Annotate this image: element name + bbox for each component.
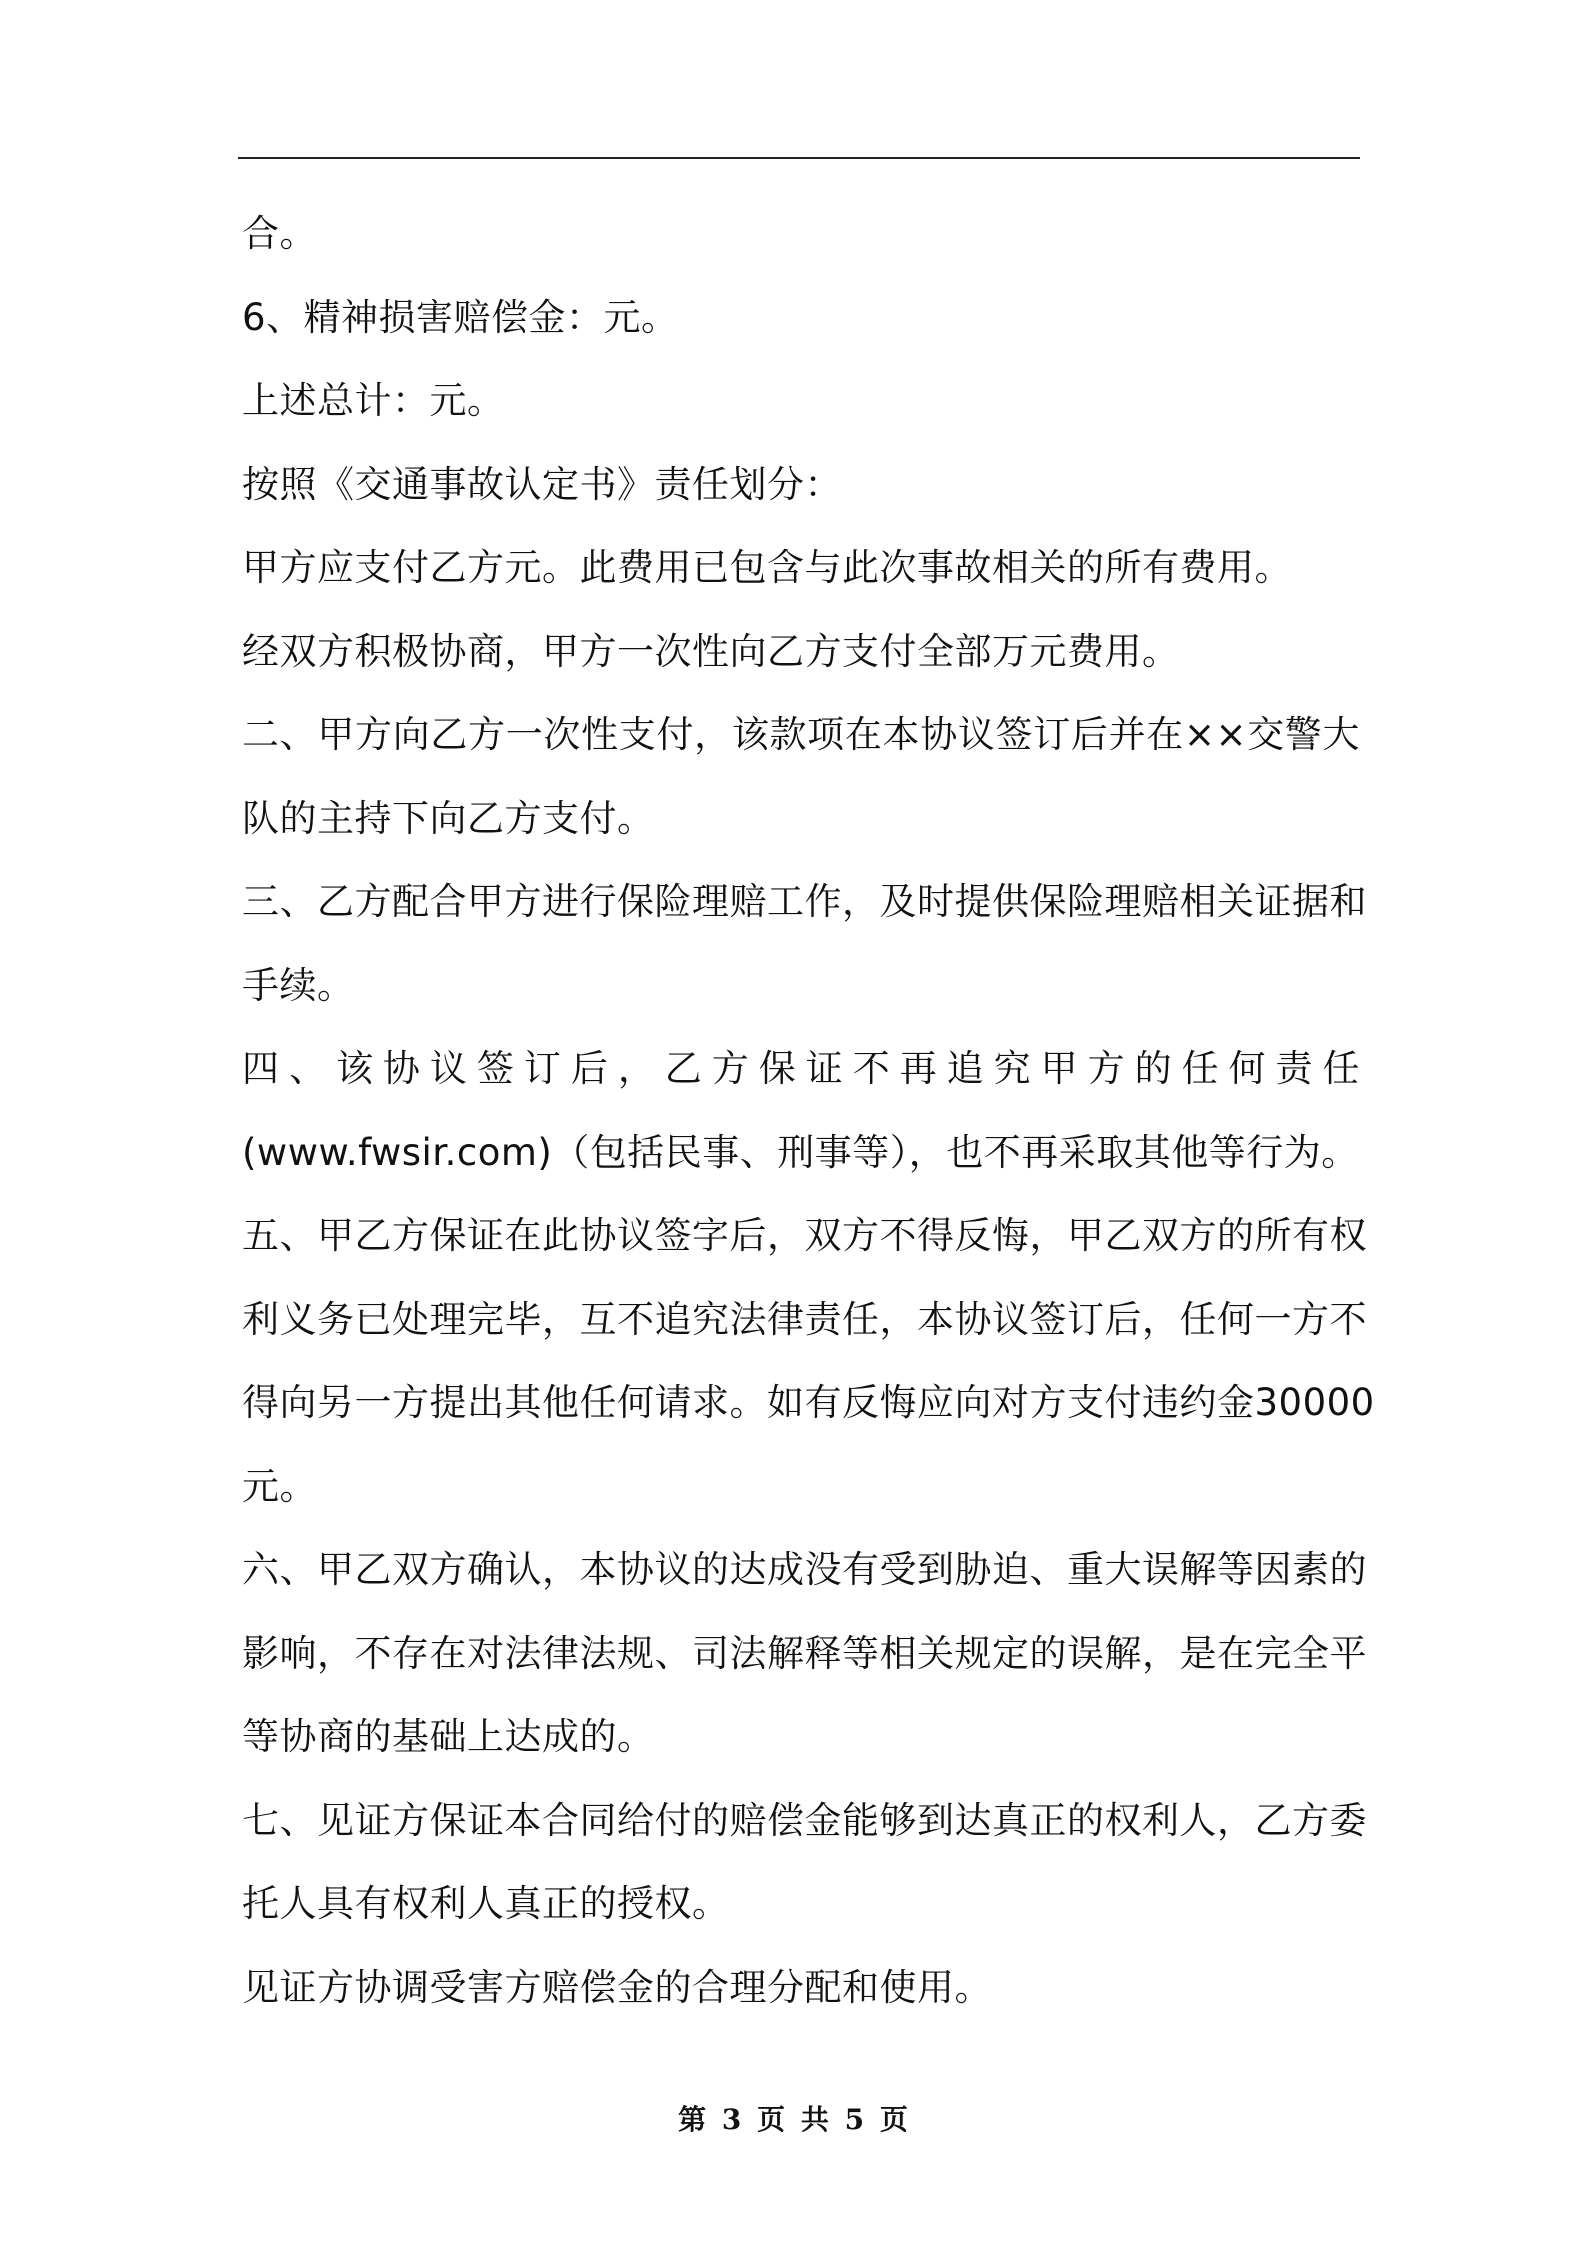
text-line: 六、甲乙双方确认，本协议的达成没有受到胁迫、重大误解等因素的	[242, 1548, 1367, 1591]
text-line: 甲方应支付乙方元。此费用已包含与此次事故相关的所有费用。	[242, 546, 1292, 589]
text-line: 影响，不存在对法律法规、司法解释等相关规定的误解，是在完全平	[242, 1631, 1367, 1675]
text-line: (www.fwsir.com)（包括民事、刑事等），也不再采取其他等行为。	[242, 1130, 1359, 1174]
text-line: 合。	[242, 212, 317, 255]
text-line: 按照《交通事故认定书》责任划分：	[242, 462, 842, 506]
document-body	[242, 192, 1375, 2029]
text-line: 利义务已处理完毕，互不追究法律责任，本协议签订后，任何一方不	[242, 1297, 1367, 1341]
text-line: 手续。	[242, 963, 355, 1007]
text-line: 三、乙方配合甲方进行保险理赔工作，及时提供保险理赔相关证据和	[242, 880, 1367, 923]
text-line: 得向另一方提出其他任何请求。如有反悔应向对方支付违约金30000	[242, 1381, 1375, 1424]
text-line: 五、甲乙方保证在此协议签字后，双方不得反悔，甲乙双方的所有权	[242, 1214, 1367, 1257]
text-line: 经双方积极协商，甲方一次性向乙方支付全部万元费用。	[242, 629, 1180, 673]
text-line: 6、精神损害赔偿金：元。	[242, 295, 679, 339]
text-line: 托人具有权利人真正的授权。	[242, 1882, 730, 1925]
page-number-footer: 第 3 页 共 5 页	[678, 2103, 908, 2136]
header-rule	[238, 157, 1360, 159]
text-line: 七、见证方保证本合同给付的赔偿金能够到达真正的权利人，乙方委	[242, 1798, 1367, 1842]
text-line: 元。	[242, 1464, 317, 1508]
text-line: 见证方协调受害方赔偿金的合理分配和使用。	[242, 1965, 992, 2009]
text-line: 四、该协议签订后，乙方保证不再追究甲方的任何责任	[242, 1047, 1360, 1090]
text-line: 等协商的基础上达成的。	[242, 1715, 655, 1758]
text-line: 队的主持下向乙方支付。	[242, 796, 655, 840]
text-line: 上述总计：元。	[242, 379, 505, 422]
text-line: 二、甲方向乙方一次性支付，该款项在本协议签订后并在××交警大	[242, 713, 1360, 756]
